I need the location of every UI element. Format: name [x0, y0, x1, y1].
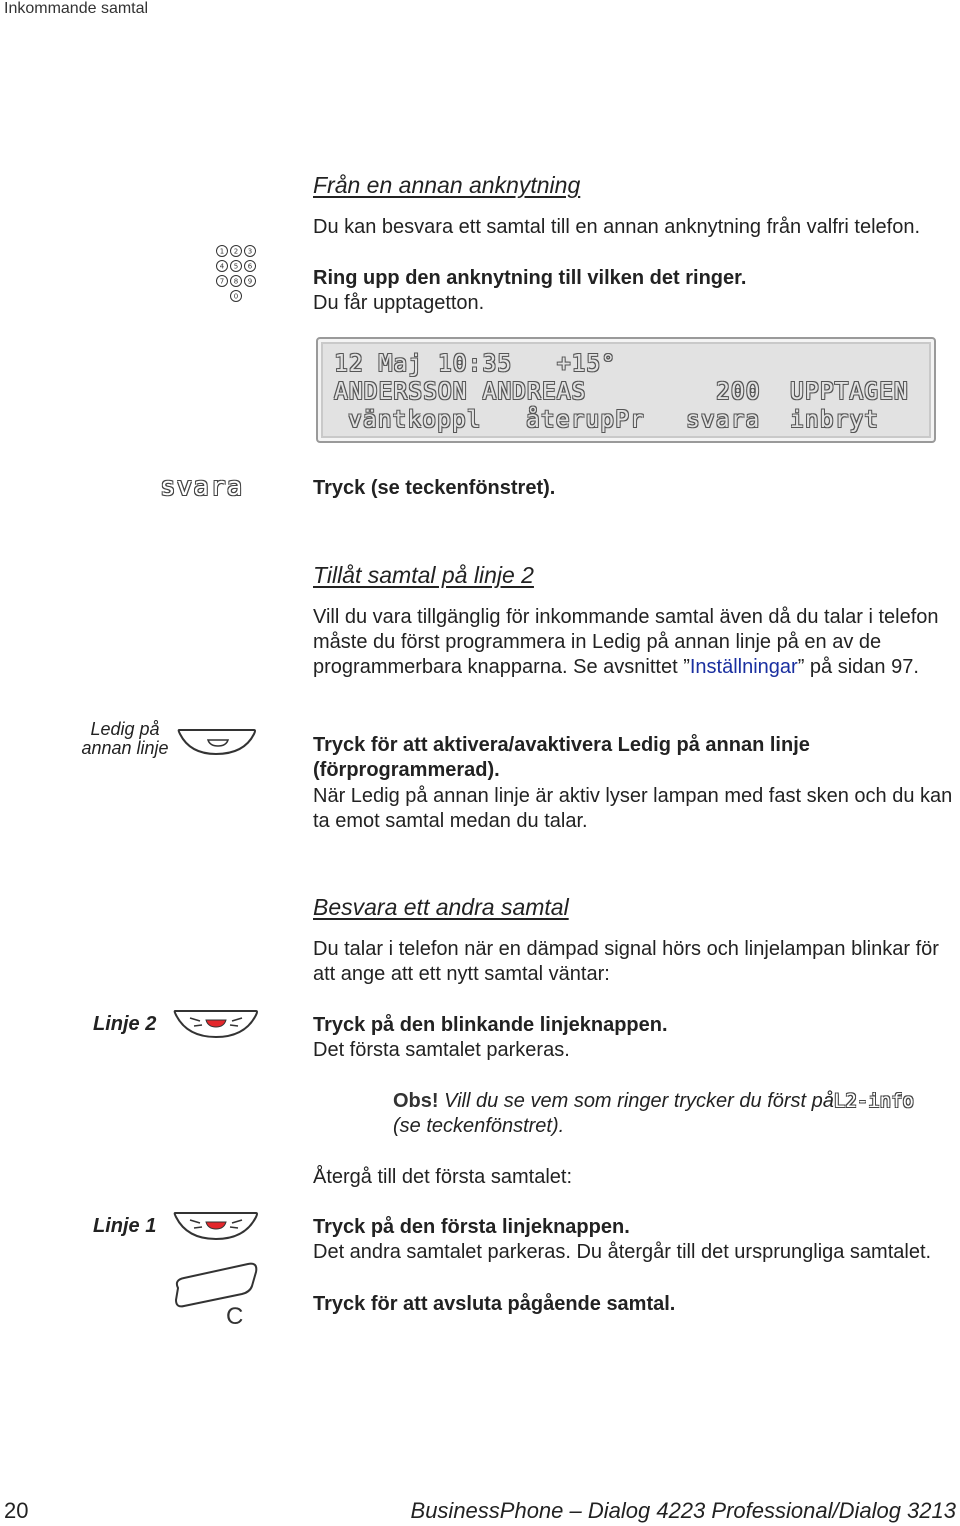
clear-key-icon — [170, 1258, 266, 1330]
svg-text:6: 6 — [247, 262, 253, 271]
settings-link[interactable]: Inställningar — [689, 656, 798, 678]
note-text: (se teckenfönstret). — [393, 1115, 565, 1137]
svg-text:1: 1 — [219, 247, 225, 256]
paragraph: Du kan besvara ett samtal till en annan anknytning från valfri telefon. — [313, 216, 921, 238]
note-label: Obs! — [393, 1090, 439, 1112]
step-instruction: Tryck för att avsluta pågående samtal. — [313, 1293, 676, 1315]
display-row-datetime: 12 Maj 10:35 +15° — [334, 351, 617, 377]
svara-softkey-label: svara — [160, 472, 244, 502]
l2-info-softkey: L2-info — [833, 1090, 914, 1112]
svg-text:8: 8 — [233, 277, 239, 286]
step-instruction: Tryck på den blinkande linjeknappen. — [313, 1014, 668, 1036]
softkey-inbryt[interactable]: inbryt — [790, 407, 880, 433]
line-1-label: Linje 1 — [93, 1215, 157, 1237]
softkey-svara[interactable]: svara — [686, 407, 761, 433]
display-extension: 200 — [716, 379, 761, 405]
step-instruction: Tryck på den första linjeknappen. — [313, 1216, 630, 1238]
svg-text:5: 5 — [233, 262, 239, 271]
page-header-title: Inkommande samtal — [4, 0, 149, 17]
display-status: UPPTAGEN — [790, 379, 909, 405]
step-description: Det första samtalet parkeras. — [313, 1039, 570, 1061]
button-label: Ledig på annan linje — [81, 719, 169, 758]
paragraph-text: ” på sidan 97. — [797, 656, 919, 678]
svg-text:3: 3 — [247, 247, 253, 256]
line-1-key-icon — [172, 1208, 262, 1244]
paragraph: Återgå till det första samtalet: — [313, 1166, 573, 1188]
paragraph — [313, 605, 953, 680]
step-instruction: Tryck (se teckenfönstret). — [313, 477, 556, 499]
svg-text:7: 7 — [219, 277, 225, 286]
svg-text:2: 2 — [233, 247, 239, 256]
softkey-vantkoppl[interactable]: väntkoppl — [348, 407, 482, 433]
program-key-icon — [176, 726, 260, 758]
step-description: Du får upptagetton. — [313, 292, 485, 314]
section-heading: Tillåt samtal på linje 2 — [313, 562, 534, 588]
svg-text:4: 4 — [219, 262, 225, 271]
clear-key-label: C — [226, 1303, 244, 1330]
softkey-aterupp[interactable]: återupPr — [526, 407, 645, 433]
note-text: Vill du se vem som ringer trycker du först på — [444, 1090, 834, 1112]
section-heading: Från en annan anknytning — [313, 172, 581, 198]
step-instruction: Ring upp den anknytning till vilken det ringer. — [313, 267, 747, 289]
keypad-icon — [212, 243, 260, 307]
section-heading: Besvara ett andra samtal — [313, 894, 569, 920]
svg-text:9: 9 — [247, 277, 253, 286]
paragraph-text: Vill du vara tillgänglig för inkommande samtal även då du talar i telefon måste du först programmera in Ledig på annan linje på en av de programmerbara knapparna. Se avsnittet ” — [313, 606, 939, 678]
line-2-label: Linje 2 — [93, 1013, 157, 1035]
phone-display — [316, 337, 936, 443]
display-caller-name: ANDERSSON ANDREAS — [334, 379, 587, 405]
note — [393, 1089, 958, 1139]
paragraph: Du talar i telefon när en dämpad signal hörs och linjelampan blinkar för att ange att ett nytt samtal väntar: — [313, 938, 939, 985]
step-description: När Ledig på annan linje är aktiv lyser lampan med fast sken och du kan ta emot samtal medan du talar. — [313, 785, 953, 832]
svg-text:0: 0 — [233, 292, 239, 301]
step-description: Det andra samtalet parkeras. Du återgår till det ursprungliga samtalet. — [313, 1241, 932, 1263]
footer-product-name: BusinessPhone – Dialog 4223 Professional/Dialog 3213 — [410, 1498, 956, 1523]
line-2-key-icon — [172, 1006, 262, 1042]
page-number: 20 — [4, 1498, 29, 1523]
step-instruction: Tryck för att aktivera/avaktivera Ledig på annan linje (förprogrammerad). — [313, 734, 810, 781]
